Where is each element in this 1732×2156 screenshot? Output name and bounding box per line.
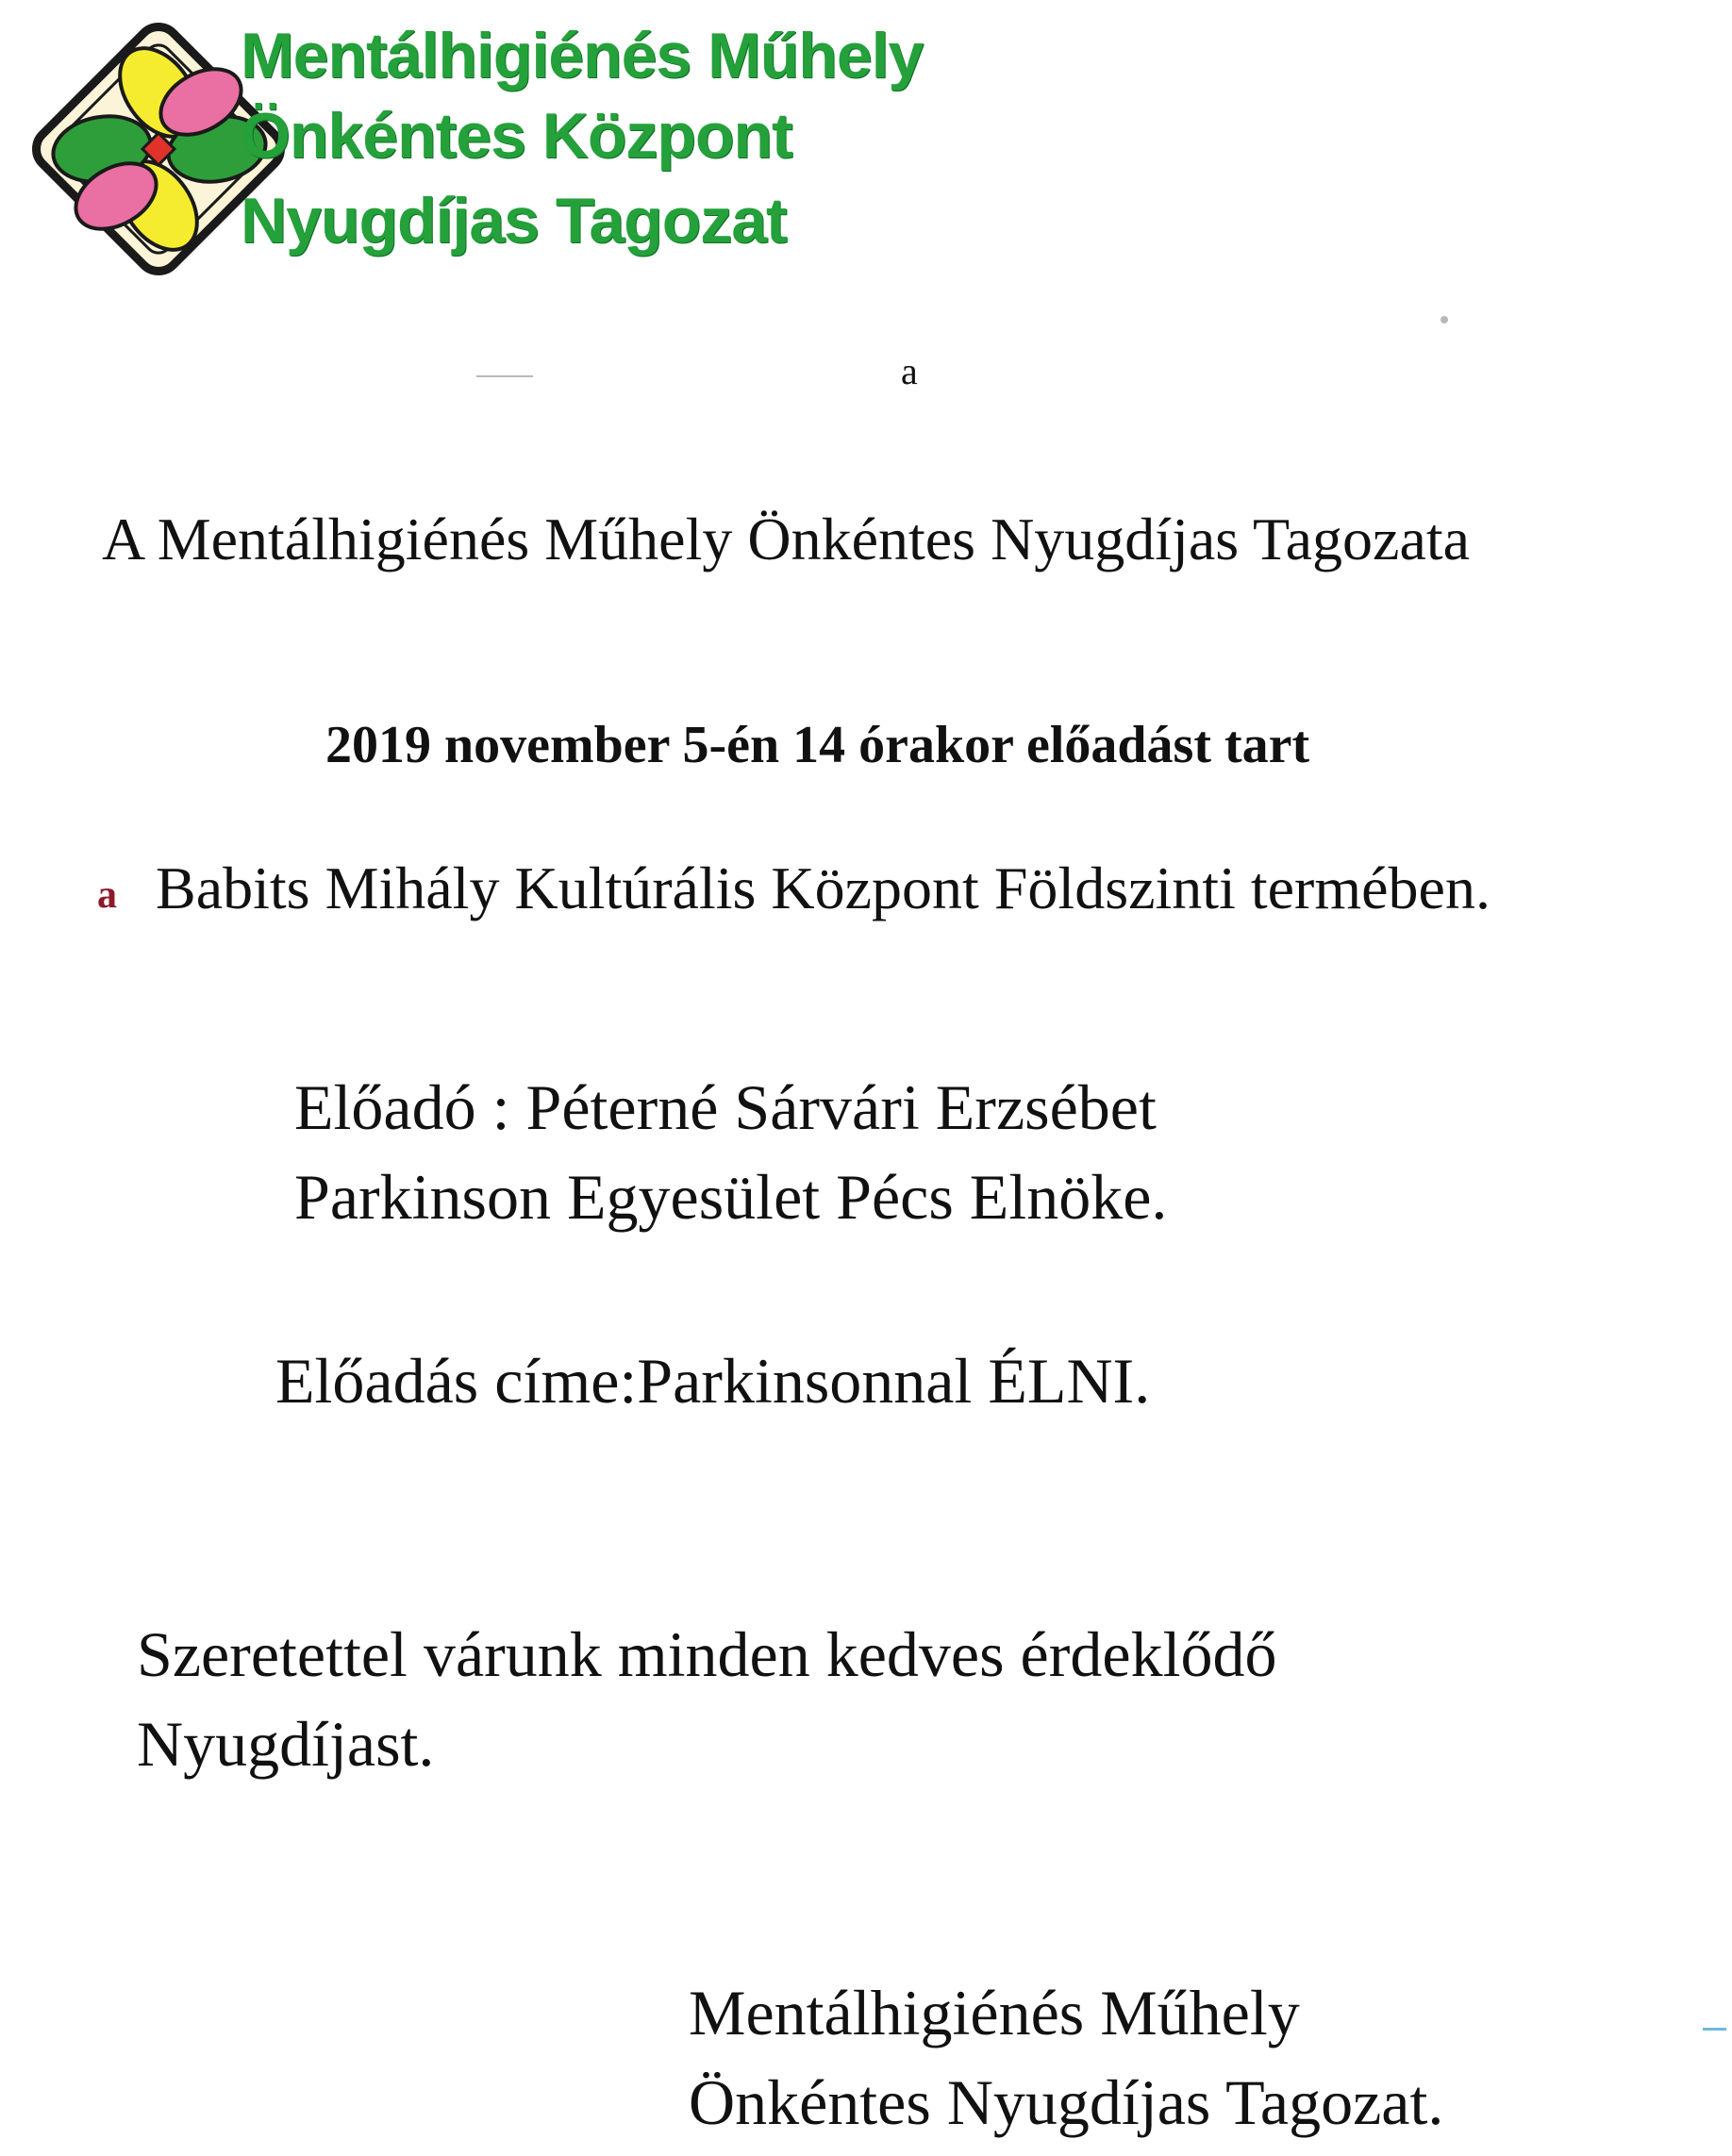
venue-marker: a: [97, 873, 117, 917]
venue-line: Babits Mihály Kultúrális Központ Földszinti termében.: [156, 854, 1491, 921]
presenter-role: Parkinson Egyesület Pécs Elnöke.: [294, 1161, 1168, 1233]
stray-letter-a: a: [901, 350, 918, 392]
presenter-name: Előadó : Péterné Sárvári Erzsébet: [294, 1071, 1157, 1143]
organizer-line: A Mentálhigiénés Műhely Önkéntes Nyugdíjas Tagozata: [102, 506, 1471, 572]
logo-text-line-2: Önkéntes Központ: [241, 100, 792, 172]
logo-text-line-3: Nyugdíjas Tagozat: [241, 185, 787, 257]
event-datetime: 2019 november 5-én 14 órakor előadást tart: [325, 716, 1310, 774]
logo-text-line-1: Mentálhigiénés Műhely: [241, 20, 924, 91]
lecture-title: Előadás címe:Parkinsonnal ÉLNI.: [275, 1345, 1151, 1417]
signature-line-2: Önkéntes Nyugdíjas Tagozat.: [689, 2066, 1444, 2138]
invitation-line-2: Nyugdíjast.: [137, 1708, 435, 1780]
scan-speck: [1441, 316, 1448, 323]
scan-speck: [476, 375, 533, 377]
signature-line-1: Mentálhigiénés Műhely: [689, 1977, 1300, 2048]
scan-speck: [1703, 2028, 1726, 2031]
invitation-line-1: Szeretettel várunk minden kedves érdeklődő: [137, 1618, 1277, 1690]
